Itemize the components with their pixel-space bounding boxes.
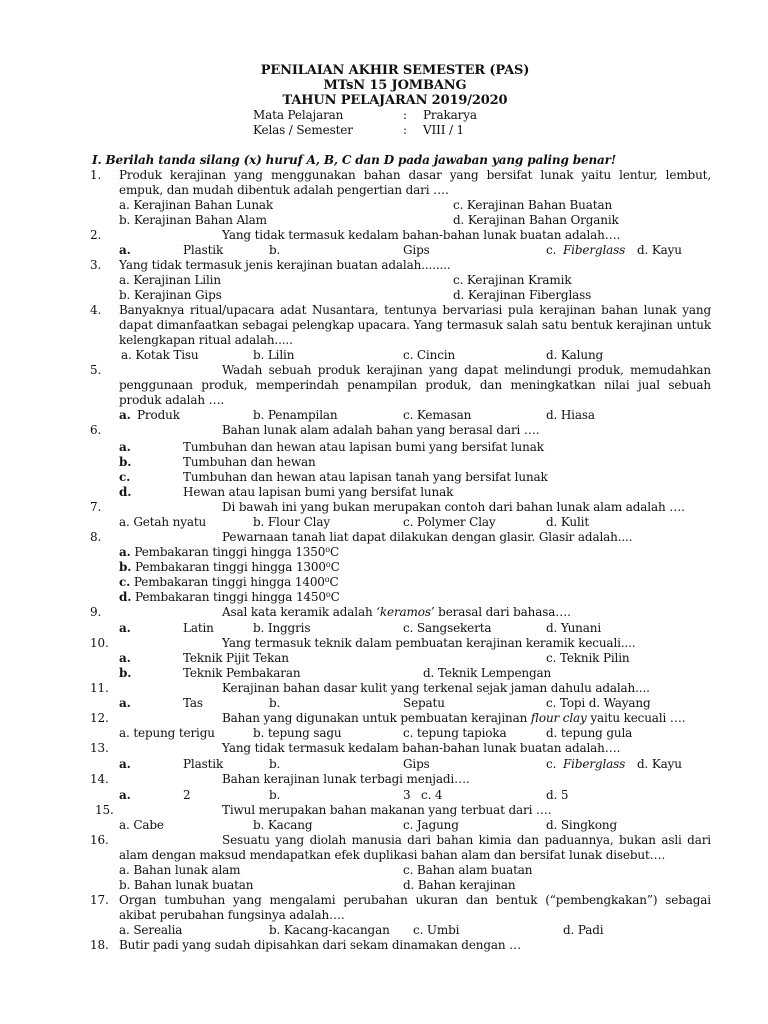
q6-option-c-label: c. [119, 470, 131, 484]
q14-option-d: d. 5 [546, 788, 569, 802]
q11-stem: Kerajinan bahan dasar kulit yang terkenal sejak jaman dahulu adalah.... [222, 681, 650, 695]
q4-stem-line1: Banyaknya ritual/upacara adat Nusantara, tentunya bervariasi pula kerajinan bahan lunak yang [119, 303, 711, 317]
q13-option-b: Gips [403, 757, 430, 771]
q1-number: 1. [90, 168, 102, 182]
subject-label: Mata Pelajaran [253, 108, 344, 122]
q7-option-d: d. Kulit [546, 515, 590, 529]
q9-stem-pre: Asal kata keramik adalah [222, 605, 377, 619]
q8-option-d [119, 590, 340, 604]
q6-option-b: Tumbuhan dan hewan [183, 455, 316, 469]
q6-option-a: Tumbuhan dan hewan atau lapisan bumi yang bersifat lunak [183, 440, 544, 454]
q10-option-b-label: b. [119, 666, 132, 680]
q15-option-a: a. Cabe [119, 818, 164, 832]
q9-stem-post: berasal dari bahasa…. [434, 605, 571, 619]
q9-option-d: d. Yunani [546, 621, 602, 635]
q8-option-c [119, 575, 339, 589]
q3-option-d: d. Kerajinan Fiberglass [453, 288, 592, 302]
q11-option-b-label: b. [269, 696, 281, 710]
q10-option-a: Teknik Pijit Tekan [183, 651, 289, 665]
q10-option-d: d. Teknik Lempengan [423, 666, 552, 680]
q2-option-c: Fiberglass [563, 243, 626, 257]
q13-option-c: Fiberglass [563, 757, 626, 771]
q10-stem: Yang termasuk teknik dalam pembuatan kerajinan keramik kecuali.... [222, 636, 636, 650]
academic-year: TAHUN PELAJARAN 2019/2020 [282, 93, 508, 108]
q10-option-b: Teknik Pembakaran [183, 666, 301, 680]
q17-option-d: d. Padi [563, 923, 604, 937]
q1-stem-line1: Produk kerajinan yang menggunakan bahan dasar yang bersifat lunak yaitu lentur, lembut, [119, 168, 711, 182]
q5-stem-line3: produk adalah …. [119, 393, 225, 407]
q3-stem: Yang tidak termasuk jenis kerajinan buatan adalah........ [119, 258, 451, 272]
q16-stem-line1: Sesuatu yang diolah manusia dari bahan kimia dan paduannya, bukan asli dari [222, 833, 711, 847]
q1-option-d: d. Kerajinan Bahan Organik [453, 213, 619, 227]
q14-option-a-label: a. [119, 788, 131, 802]
q12-stem [222, 711, 685, 725]
q14-option-c: c. 4 [421, 788, 443, 802]
q8-option-d-text: Pembakaran tinggi hingga 1450 [134, 590, 326, 604]
q1-option-c: c. Kerajinan Bahan Buatan [453, 198, 613, 212]
q14-option-b-label: b. [269, 788, 281, 802]
q6-option-d-label: d. [119, 485, 132, 499]
q6-option-b-label: b. [119, 455, 132, 469]
q4-option-b: b. Lilin [253, 348, 295, 362]
q12-option-c: c. tepung tapioka [403, 726, 507, 740]
q6-option-c: Tumbuhan dan hewan atau lapisan tanah yang bersifat lunak [183, 470, 548, 484]
q2-stem: Yang tidak termasuk kedalam bahan-bahan lunak buatan adalah…. [222, 228, 621, 242]
q6-number: 6. [90, 423, 102, 437]
q14-option-b: 3 [403, 788, 411, 802]
q14-option-a: 2 [183, 788, 191, 802]
q9-option-a-label: a. [119, 621, 131, 635]
q11-option-b: Sepatu [403, 696, 445, 710]
q2-option-c-label: c. [546, 243, 557, 257]
q11-option-a-label: a. [119, 696, 131, 710]
q14-number: 14. [90, 772, 109, 786]
q5-option-c: c. Kemasan [403, 408, 472, 422]
q7-option-c: c. Polymer Clay [403, 515, 496, 529]
q5-stem-line1: Wadah sebuah produk kerajinan yang dapat melindungi produk, memudahkan [222, 363, 711, 377]
section-instruction: I. Berilah tanda silang (x) huruf A, B, C dan D pada jawaban yang paling benar! [92, 153, 616, 167]
q8-option-a-text: Pembakaran tinggi hingga 1350 [134, 545, 326, 559]
q13-option-b-label: b. [269, 757, 281, 771]
q3-number: 3. [90, 258, 102, 272]
q17-option-a: a. Serealia [119, 923, 183, 937]
q9-number: 9. [90, 605, 102, 619]
q8-option-c-label: c. [119, 575, 131, 589]
q10-option-a-label: a. [119, 651, 131, 665]
class-label: Kelas / Semester [253, 123, 353, 137]
q5-option-b: b. Penampilan [253, 408, 338, 422]
q13-stem: Yang tidak termasuk kedalam bahan-bahan lunak buatan adalah…. [222, 741, 621, 755]
q11-number: 11. [90, 681, 109, 695]
exam-title: PENILAIAN AKHIR SEMESTER (PAS) [260, 63, 530, 78]
q16-stem-line2: alam dengan maksud mendapatkan efek duplikasi bahan alam dan bersifat lunak disebut…. [119, 848, 666, 862]
q4-number: 4. [90, 303, 102, 317]
q8-option-d-unit: C [330, 590, 340, 604]
q15-option-b: b. Kacang [253, 818, 313, 832]
q8-option-d-degree: o [325, 590, 331, 599]
q2-number: 2. [90, 228, 102, 242]
q4-stem-line2: dapat dimanfaatkan sebagai pelengkap upacara. Yang termasuk salah satu bentuk kerajinan untuk [119, 318, 711, 332]
q4-option-d: d. Kalung [546, 348, 604, 362]
q2-option-a: Plastik [183, 243, 224, 257]
q6-option-a-label: a. [119, 440, 131, 454]
q3-option-b: b. Kerajinan Gips [119, 288, 222, 302]
q4-stem-line3: kelengkapan ritual adalah..... [119, 333, 293, 347]
q5-option-a-label: a. [119, 408, 131, 422]
q8-option-a-label: a. [119, 545, 131, 559]
q16-option-c: c. Bahan alam buatan [403, 863, 533, 877]
q12-stem-post: yaitu kecuali …. [586, 711, 686, 725]
q3-option-a: a. Kerajinan Lilin [119, 273, 221, 287]
q4-option-c: c. Cincin [403, 348, 456, 362]
q16-option-a: a. Bahan lunak alam [119, 863, 241, 877]
q15-option-d: d. Singkong [546, 818, 618, 832]
subject-sep: : [403, 108, 407, 122]
q8-option-b-label: b. [119, 560, 132, 574]
q9-stem [222, 605, 571, 619]
q2-option-b-label: b. [269, 243, 281, 257]
q3-option-c: c. Kerajinan Kramik [453, 273, 572, 287]
q8-option-c-unit: C [329, 575, 339, 589]
q13-option-d: d. Kayu [637, 757, 682, 771]
q8-number: 8. [90, 530, 102, 544]
q1-stem-line2: empuk, dan mudah dibentuk adalah pengertian dari …. [119, 183, 449, 197]
class-sep: : [403, 123, 407, 137]
q11-option-a: Tas [183, 696, 203, 710]
class-value: VIII / 1 [423, 123, 464, 137]
q8-option-b [119, 560, 340, 574]
school-name: MTsN 15 JOMBANG [323, 78, 467, 93]
q15-stem: Tiwul merupakan bahan makanan yang terbuat dari …. [222, 803, 552, 817]
q9-option-b: b. Inggris [253, 621, 311, 635]
q16-number: 16. [90, 833, 109, 847]
q12-option-d: d. tepung gula [546, 726, 633, 740]
q7-option-a: a. Getah nyatu [119, 515, 207, 529]
q5-option-d: d. Hiasa [546, 408, 595, 422]
q8-stem: Pewarnaan tanah liat dapat dilakukan dengan glasir. Glasir adalah.... [222, 530, 633, 544]
q1-option-b: b. Kerajinan Bahan Alam [119, 213, 267, 227]
q2-option-b: Gips [403, 243, 430, 257]
q4-option-a: a. Kotak Tisu [121, 348, 199, 362]
q6-stem: Bahan lunak alam adalah bahan yang berasal dari …. [222, 423, 540, 437]
q18-number: 18. [90, 938, 109, 952]
q2-option-d: d. Kayu [637, 243, 682, 257]
q11-option-c: c. Topi d. Wayang [546, 696, 651, 710]
q15-option-c: c. Jagung [403, 818, 459, 832]
q13-option-a-label: a. [119, 757, 131, 771]
q13-option-a: Plastik [183, 757, 224, 771]
q8-option-a-unit: C [329, 545, 339, 559]
q12-number: 12. [90, 711, 109, 725]
q8-option-d-label: d. [119, 590, 132, 604]
q12-option-a: a. tepung terigu [119, 726, 215, 740]
q8-option-b-degree: o [325, 560, 331, 569]
q6-option-d: Hewan atau lapisan bumi yang bersifat lunak [183, 485, 454, 499]
q17-option-c: c. Umbi [413, 923, 460, 937]
q12-stem-pre: Bahan yang digunakan untuk pembuatan kerajinan [222, 711, 531, 725]
q5-stem-line2: penggunaan produk, memperindah penampilan produk, dan meningkatkan nilai jual sebuah [119, 378, 711, 392]
q2-option-a-label: a. [119, 243, 131, 257]
q17-number: 17. [90, 893, 109, 907]
q9-stem-term: ‘keramos’ [376, 605, 435, 619]
q14-stem: Bahan kerajinan lunak terbagi menjadi…. [222, 772, 470, 786]
q12-stem-term: flour clay [530, 711, 587, 725]
q7-option-b: b. Flour Clay [253, 515, 330, 529]
q7-number: 7. [90, 500, 102, 514]
q16-option-b: b. Bahan lunak buatan [119, 878, 254, 892]
q9-option-a: Latin [183, 621, 214, 635]
q17-stem-line1: Organ tumbuhan yang mengalami perubahan ukuran dan bentuk (“pembengkakan”) sebagai [119, 893, 711, 907]
q8-option-b-text: Pembakaran tinggi hingga 1300 [134, 560, 326, 574]
q5-number: 5. [90, 363, 102, 377]
q12-option-b: b. tepung sagu [253, 726, 342, 740]
subject-value: Prakarya [423, 108, 477, 122]
q1-option-a: a. Kerajinan Bahan Lunak [119, 198, 274, 212]
q8-option-c-degree: o [324, 575, 330, 584]
q13-option-c-label: c. [546, 757, 557, 771]
q15-number: 15. [95, 803, 114, 817]
q10-option-c: c. Teknik Pilin [546, 651, 630, 665]
q8-option-c-text: Pembakaran tinggi hingga 1400 [133, 575, 325, 589]
q8-option-b-unit: C [330, 560, 340, 574]
q8-option-a-degree: o [325, 545, 330, 554]
q13-number: 13. [90, 741, 109, 755]
q9-option-c: c. Sangsekerta [403, 621, 492, 635]
q17-option-b: b. Kacang-kacangan [269, 923, 390, 937]
q18-stem: Butir padi yang sudah dipisahkan dari sekam dinamakan dengan … [119, 938, 521, 952]
q8-option-a [119, 545, 339, 559]
q7-stem: Di bawah ini yang bukan merupakan contoh dari bahan lunak alam adalah …. [222, 500, 685, 514]
q17-stem-line2: akibat perubahan fungsinya adalah…. [119, 908, 345, 922]
q10-number: 10. [90, 636, 109, 650]
q5-option-a: Produk [137, 408, 180, 422]
q16-option-d: d. Bahan kerajinan [403, 878, 516, 892]
